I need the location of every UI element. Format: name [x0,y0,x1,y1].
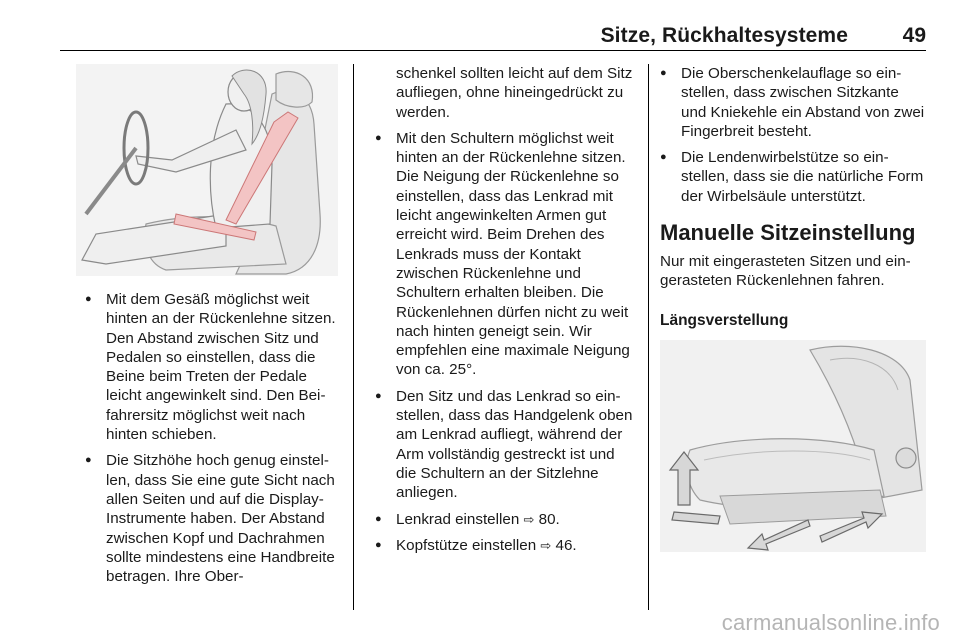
subsection-heading: Längsverstellung [660,311,789,329]
column-3 [660,64,928,330]
section-heading: Manuelle Sitzeinstellung [660,220,916,246]
bullet-item: ● Die Sitzhöhe hoch genug einstellen, dass Sie eine gute Sicht nach allen Seiten und auf die Display-Instrumente haben. Der Abstand zwischen Kopf und Dachrahmen sollte mindestens eine Handbreite betragen. Ihre Ober- [85,451,343,586]
bullet-item: ● Mit dem Gesäß möglichst weit hinten an der Rückenlehne sitzen. Den Abstand zwischen Sitz und Pedalen so einstellen, dass die Beine beim Treten der Pedale leicht angewinkelt sind. Den Beifahrersitz möglichst weit nach hinten schieben. [85,290,343,444]
ref-page-link[interactable]: 80. [534,510,560,528]
header-rule [60,50,926,51]
column-divider-right [648,64,649,610]
continued-text: schenkel sollten leicht auf dem Sitz aufliegen, ohne hineingedrückt zu werden. [396,65,633,121]
driver-seating-illustration [76,64,338,276]
bullet-item: ● Die Lendenwirbelstütze so einstellen, dass sie die natürliche Form der Wirbelsäule unterstützt. [660,148,928,206]
page-ref-arrow-icon[interactable]: ⇨ [523,511,535,527]
ref-text: Kopfstütze einstellen [396,536,541,554]
bullet-item: ● Die Oberschenkelauflage so einstellen, dass zwischen Sitzkante und Kniekehle ein Abstand von zwei Fingerbreit besteht. [660,64,928,141]
page-ref-arrow-icon[interactable]: ⇨ [540,537,552,553]
bullet-item-steering-wheel-ref [375,510,635,529]
bullet-item: ● Mit den Schultern möglichst weit hinten an der Rückenlehne sitzen. Die Neigung der Rückenlehne so einstellen, dass das Lenkrad mit leicht angewinkelten Armen gut erreicht wird. Beim Drehen des Lenkrads muss der Kontakt zwischen Rückenlehne und Schultern erhalten bleiben. Die Rückenlehnen dürfen nicht zu weit nach hinten geneigt sein. Wir empfehlen eine maximale Neigung von ca. 25°. [375,129,635,380]
page-header-title: Sitze, Rückhaltesysteme [600,24,848,47]
page-number: 49 [902,24,926,47]
section-paragraph: Nur mit eingerasteten Sitzen und eingerasteten Rückenlehnen fahren. [660,253,911,290]
column-divider-left [353,64,354,610]
ref-text: Lenkrad einstellen [396,510,524,528]
bullet-item: ● Den Sitz und das Lenkrad so einstellen, dass das Handgelenk oben am Lenkrad aufliegt, während der Arm vollständig gestreckt ist und die Schultern an der Sitzlehne anliegen. [375,387,635,503]
watermark: carmanualsonline.info [721,610,940,635]
adjustment-bullets-col1 [85,290,343,586]
bullet-item-headrest-ref [375,536,635,555]
ref-page-link[interactable]: 46. [551,536,577,554]
adjustment-bullets-col2 [375,129,635,555]
adjustment-bullets-col3 [660,64,928,206]
seat-adjustment-illustration [660,340,926,552]
column-1 [85,290,343,593]
column-2 [375,64,635,562]
